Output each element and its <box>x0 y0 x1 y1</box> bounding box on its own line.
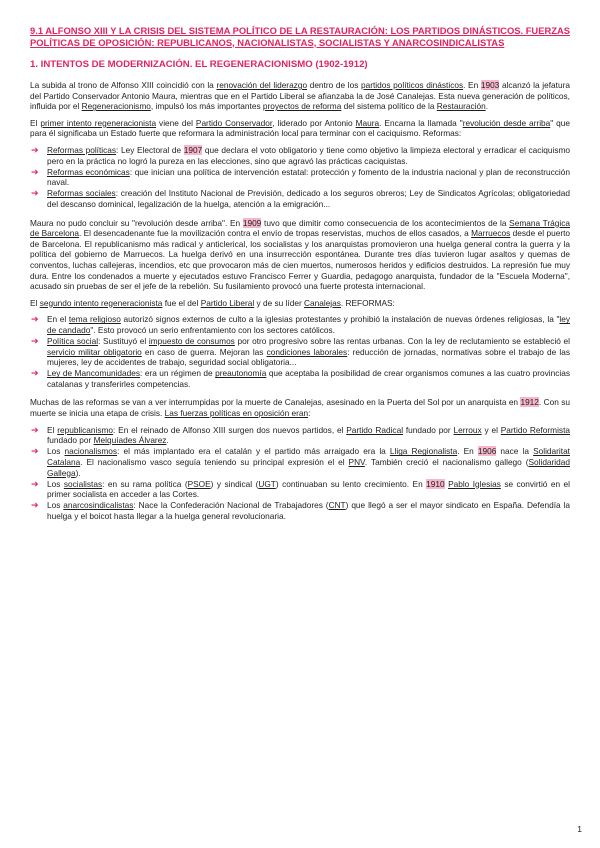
paragraph-canalejas: El segundo intento regeneracionista fue el del Partido Liberal y de su líder Canalejas. REFORMAS: <box>30 297 395 308</box>
arrow-right-icon: ➔ <box>31 314 39 325</box>
underlined-term: Marruecos <box>471 228 511 239</box>
maura-reforms-list <box>30 145 570 210</box>
underlined-term: Restauración <box>436 101 486 112</box>
underlined-term: Las fuerzas políticas en oposición eran <box>164 408 309 419</box>
underlined-term: revolución desde arriba <box>462 117 551 128</box>
underlined-term: Semana Trágica de Barcelona <box>30 217 570 239</box>
list-item: ➔ En el tema religioso autorizó signos externos de culto a la iglesias protestantes y prohibió la instalación de nuevas órdenes religiosas, la "ley de candado". Esto provocó un serio enfrentamiento con los sectores católicos. <box>31 314 570 335</box>
highlighted-year: 1910 <box>426 478 445 489</box>
page-number: 1 <box>577 824 582 834</box>
arrow-right-icon: ➔ <box>31 500 39 511</box>
document-title: 9.1 ALFONSO XIII Y LA CRISIS DEL SISTEMA POLÍTICO DE LA RESTAURACIÓN: LOS PARTIDOS DINÁSTICOS. FUERZAS POLÍTICAS DE OPOSICIÓN: REPUBLICANOS, NACIONALISTAS, SOCIALISTAS Y ANARCOSINDICALISTAS <box>30 25 570 48</box>
arrow-right-icon: ➔ <box>31 335 39 346</box>
arrow-right-icon: ➔ <box>31 446 39 457</box>
arrow-right-icon: ➔ <box>31 144 39 155</box>
underlined-term: Partido Conservador <box>195 117 273 128</box>
list-item: ➔ Política social: Sustituyó el impuesto de consumos por otro progresivo sobre las rentas urbanas. Con la ley de reclutamiento se estableció el servicio militar obligatorio en caso de guerra. Mejoran las condiciones laborales: reducción de jornadas, normativas sobre el trabajo de las mujeres, ley de accidentes de trabajo, seguridad social obligatoria... <box>31 335 570 368</box>
underlined-term: segundo intento regeneracionista <box>39 297 163 308</box>
highlighted-year: 1903 <box>480 80 500 90</box>
section-heading: 1. INTENTOS DE MODERNIZACIÓN. EL REGENERACIONISMO (1902-1912) <box>30 59 368 70</box>
underlined-term: partidos políticos dinásticos <box>360 80 464 90</box>
list-item: ➔ Ley de Mancomunidades: era un régimen de preautonomía que aceptaba la posibilidad de crear organismos comunes a las cuatro provincias catalanas y transferirles competencias. <box>31 368 570 389</box>
underlined-term: Maura <box>355 117 380 128</box>
list-item: ➔ Reformas sociales: creación del Instituto Nacional de Previsión, dedicado a los seguros obreros; Ley de Sindicatos Agrícolas; obligatoriedad del descanso dominical, legalización de la huelga, atención a la emigración... <box>31 188 571 209</box>
arrow-right-icon: ➔ <box>31 478 39 489</box>
document-page <box>30 25 570 529</box>
arrow-right-icon: ➔ <box>31 166 39 177</box>
arrow-right-icon: ➔ <box>31 188 39 199</box>
underlined-term: Regeneracionismo <box>81 101 151 112</box>
list-item: ➔ El republicanismo: En el reinado de Alfonso XIII surgen dos nuevos partidos, el Partido Radical fundado por Lerroux y el Partido Reformista fundado por Melquíades Álvarez. <box>31 424 570 446</box>
underlined-term: primer intento regeneracionista <box>40 117 157 128</box>
underlined-term: renovación del liderazgo <box>216 80 308 90</box>
list-item: ➔ Reformas económicas: que inician una política de intervención estatal: protección y fomento de la industria nacional y plan de reconstrucción naval. <box>31 166 570 188</box>
list-item: ➔ Los anarcosindicalistas: Nace la Confederación Nacional de Trabajadores (CNT) que llegó a ser el mayor sindicato en España. Defendía la huelga y el boicot hasta llegar a la huelga general revolucionaria. <box>31 500 570 521</box>
arrow-right-icon: ➔ <box>31 424 39 435</box>
list-item: ➔ Los nacionalismos: el más implantado era el catalán y el partido más arraigado era la Lliga Regionalista. En 1906 nace la Solidaritat Catalana. El nacionalismo vasco seguía teniendo su principal expresión el el PNV. También creció el nacionalismo gallego (Solidaridad Gallega). <box>31 446 570 478</box>
paragraph-semana-tragica: Maura no pudo concluir su "revolución desde arriba". En 1909 tuvo que dimitir como consecuencia de los acontecimientos de la Semana Trágica de Barcelona. El desencadenante fue la movilización contra el envío de tropas reservistas, muchos de ellos casados, a Marruecos desde el puerto de Barcelona. El republicanismo más radical y anticlerical, los socialistas y los anarquistas promovieron una huelga general contra la guerra y la política del gobierno de Marruecos. La huelga derivó en una insurrección espontánea. Durante tres días tuvieron lugar asaltos y quemas de conventos, luchas callejeras, incendios, etc que provocaron más de cien muertos, numerosos heridos y edificios destruidos. La represión fue muy dura. Entre los condenados a muerte y ejecutados estuvo Francisco Ferrer y Guardia, pedagogo anarquista, fundador de la "Escuela Moderna", acusado sin pruebas de ser el jefe de la rebelión. Su fusilamiento provocó una fuerte protesta internacional. <box>30 217 570 292</box>
list-item: ➔ Reformas políticas: Ley Electoral de 1907 que declara el voto obligatorio y tiene como objetivo la limpieza electoral y erradicar el caciquismo pero en la práctica no logró la pureza en las elecciones, sino que agravó las prácticas caciquistas. <box>31 144 570 166</box>
paragraph-intro: La subida al trono de Alfonso XIII coincidió con la renovación del liderazgo dentro de los partidos políticos dinásticos. En 1903 alcanzó la jefatura del Partido Conservador Antonio Maura, mientras que en el Partido Liberal se afianzaba la de José Canalejas. Esta nueva generación de políticos, influida por el Regeneracionismo, impulsó los más importantes proyectos de reforma del sistema político de la Restauración. <box>30 80 570 112</box>
paragraph-crisis: Muchas de las reformas se van a ver interrumpidas por la muerte de Canalejas, asesinado en la Puerta del Sol por un anarquista en 1912. Con su muerte se inicia una etapa de crisis. Las fuerzas políticas en oposición eran: <box>30 397 570 419</box>
canalejas-reforms-list <box>30 314 570 389</box>
arrow-right-icon: ➔ <box>31 368 39 379</box>
underlined-term: Partido Liberal <box>200 297 255 308</box>
highlighted-year: 1912 <box>520 397 539 408</box>
highlighted-year: 1906 <box>477 446 497 457</box>
highlighted-year: 1909 <box>242 217 262 228</box>
underlined-term: Canalejas <box>304 297 341 308</box>
list-item: ➔ Los socialistas: en su rama política (PSOE) y sindical (UGT) continuaban su lento crecimiento. En 1910 Pablo Iglesias se convirtió en el primer socialista en acceder a las Cortes. <box>31 478 570 500</box>
underlined-term: proyectos de reforma <box>262 101 342 112</box>
paragraph-maura: El primer intento regeneracionista viene del Partido Conservador, liderado por Antonio Maura. Encarna la llamada "revolución desde arriba" que para él significaba un Estado fuerte que reformara la administración local para terminar con el caciquismo. Reformas: <box>30 117 571 139</box>
highlighted-year: 1907 <box>183 144 203 155</box>
opposition-forces-list <box>30 425 570 522</box>
